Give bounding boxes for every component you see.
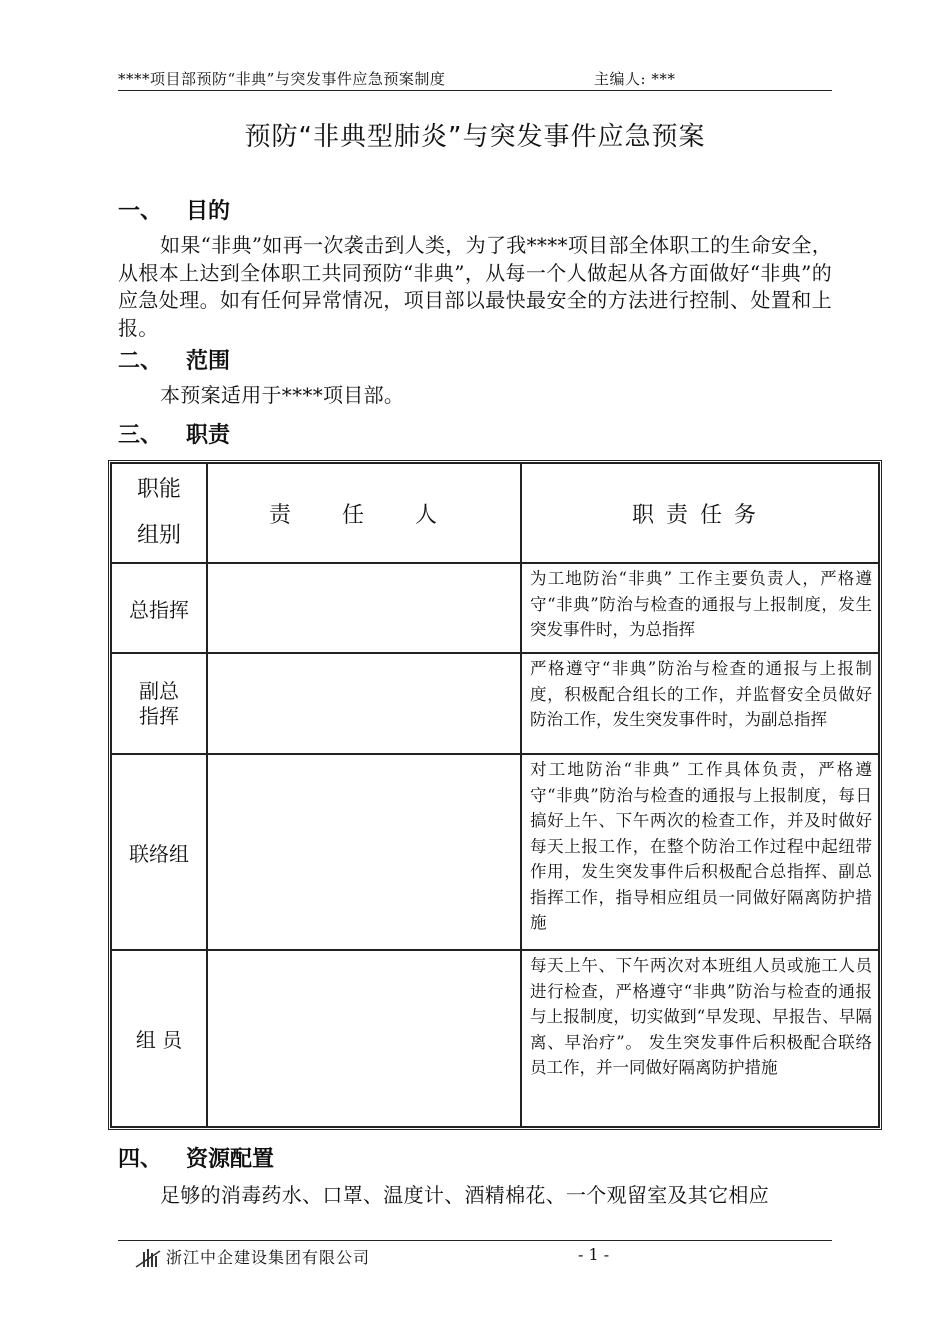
footer-page-number: - 1 - — [578, 1245, 610, 1264]
row-person — [207, 950, 521, 1127]
section-title: 目的 — [186, 199, 231, 224]
row-group: 总指挥 — [111, 563, 207, 653]
header-doc-title: ****项目部预防“非典”与突发事件应急预案制度 — [118, 70, 446, 88]
table-row — [111, 653, 879, 754]
row-group: 组 员 — [111, 950, 207, 1127]
table-row — [111, 950, 879, 1127]
table-row — [111, 754, 879, 950]
section-title: 职责 — [186, 423, 231, 448]
row-group-line2: 指挥 — [139, 703, 179, 728]
table-header-row — [111, 463, 879, 563]
duty-table — [108, 460, 882, 1130]
section-number: 一、 — [118, 199, 163, 224]
row-person — [207, 563, 521, 653]
row-group-line1: 副总 — [139, 678, 179, 703]
page-title: 预防“非典型肺炎”与突发事件应急预案 — [244, 122, 706, 152]
section-body-scope: 本预案适用于****项目部。 — [160, 383, 405, 407]
row-person — [207, 754, 521, 950]
header-duty: 职责任务 — [521, 463, 879, 563]
section-number: 三、 — [118, 423, 163, 448]
page-header — [118, 66, 832, 91]
footer-company: 浙江中企建设集团有限公司 — [166, 1248, 371, 1267]
header-func-line2: 组别 — [136, 523, 181, 548]
section-number: 二、 — [118, 349, 163, 374]
company-logo-icon — [134, 1247, 162, 1269]
section-body-purpose: 如果“非典”如再一次袭击到人类，为了我****项目部全体职工的生命安全，从根本上达到全体职工共同预防“非典”，从每一个人做起从各方面做好“非典”的应急处理。如有任何异常情况，项目部以最快最安全的方法进行控制、处置和上报。 — [118, 233, 832, 340]
section-body-resources: 足够的消毒药水、口罩、温度计、酒精棉花、一个观留室及其它相应 — [160, 1183, 769, 1207]
row-duty: 严格遵守“非典”防治与检查的通报与上报制度，积极配合组长的工作，并监督安全员做好防治工作，发生突发事件时，为副总指挥 — [521, 653, 879, 754]
row-person — [207, 653, 521, 754]
row-duty: 对工地防治“非典” 工作具体负责，严格遵守“非典”防治与检查的通报与上报制度，每日搞好上午、下午两次的检查工作，并及时做好每天上报工作，在整个防治工作过程中起纽带作用，发生突发事件后积极配合总指挥、副总指挥工作，指导相应组员一同做好隔离防护措施 — [521, 754, 879, 950]
section-title: 资源配置 — [186, 1147, 275, 1172]
header-func-group — [111, 463, 207, 563]
section-title: 范围 — [186, 349, 231, 374]
header-func-line1: 职能 — [136, 477, 181, 502]
row-group: 联络组 — [111, 754, 207, 950]
row-group — [111, 653, 207, 754]
table-row — [111, 563, 879, 653]
section-number: 四、 — [118, 1147, 163, 1172]
page-footer — [118, 1240, 832, 1271]
row-duty: 每天上午、下午两次对本班组人员或施工人员进行检查，严格遵守“非典”防治与检查的通报与上报制度，切实做到“早发现、早报告、早隔离、早治疗”。 发生突发事件后积极配合联络员工作，并一同做好隔离防护措施 — [521, 950, 879, 1127]
header-editor: 主编人: *** — [594, 70, 676, 88]
header-person: 责 任 人 — [207, 463, 521, 563]
row-duty: 为工地防治“非典” 工作主要负责人，严格遵守“非典”防治与检查的通报与上报制度，发生突发事件时，为总指挥 — [521, 563, 879, 653]
